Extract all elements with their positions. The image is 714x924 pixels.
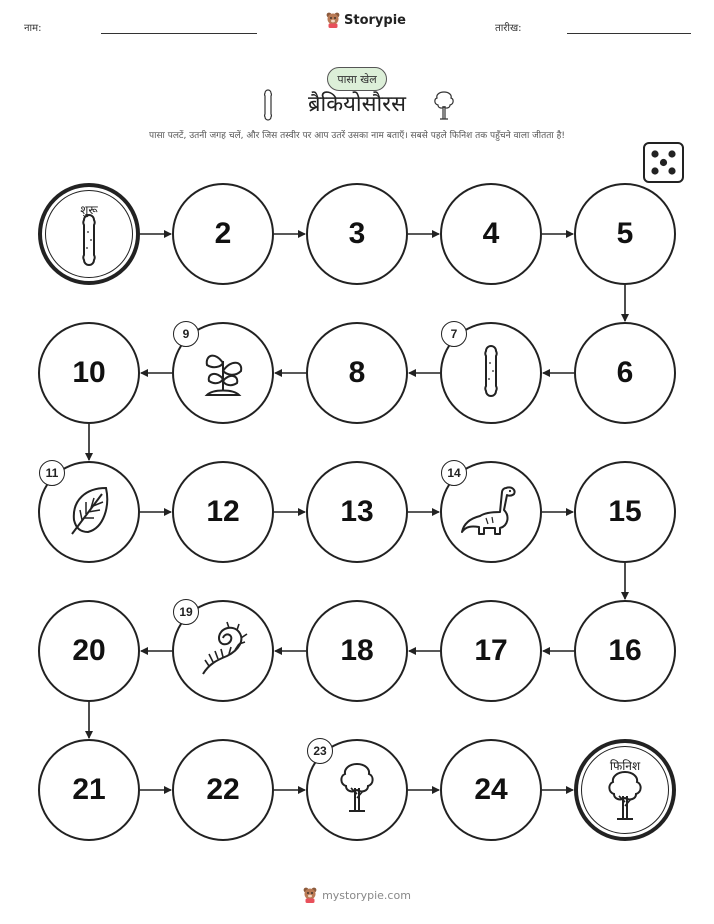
board-space-14[interactable] [440, 461, 542, 563]
board-space-15[interactable] [574, 461, 676, 563]
board-space-19[interactable] [172, 600, 274, 702]
board-space-3[interactable] [306, 183, 408, 285]
game-type-badge: पासा खेल [327, 67, 387, 91]
space-number: 4 [482, 217, 500, 250]
date-label: तारीख: [495, 23, 522, 34]
finish-space[interactable] [574, 739, 676, 841]
board-space-22[interactable] [172, 739, 274, 841]
space-number: 21 [72, 773, 106, 806]
space-number: 8 [348, 356, 366, 389]
space-number: 6 [616, 356, 634, 389]
board-space-23[interactable] [306, 739, 408, 841]
board-space-9[interactable] [172, 322, 274, 424]
start-label: शुरू [80, 203, 98, 217]
name-label: नाम: [24, 23, 42, 34]
board-space-12[interactable] [172, 461, 274, 563]
board-space-4[interactable] [440, 183, 542, 285]
footer [0, 887, 714, 903]
fern-icon [193, 620, 253, 682]
space-number-badge: 7 [441, 321, 467, 347]
board-space-8[interactable] [306, 322, 408, 424]
board-space-5[interactable] [574, 183, 676, 285]
dinosaur-icon [460, 482, 522, 542]
board-space-24[interactable] [440, 739, 542, 841]
brand-name: Storypie [344, 12, 406, 28]
instructions: पासा पलटें, उतनी जगह चलें, और जिस तस्वीर पर आप उतरें उसका नाम बताएँ। सबसे पहले फिनिश तक पहुँचने वाला जीतता है! [149, 131, 565, 141]
board-space-7[interactable] [440, 322, 542, 424]
board-space-17[interactable] [440, 600, 542, 702]
start-space[interactable] [38, 183, 140, 285]
space-number: 22 [206, 773, 240, 806]
space-number: 20 [72, 634, 106, 667]
space-number: 24 [474, 773, 508, 806]
page-title: ब्रैकियोसौरस [307, 92, 407, 117]
bone-icon [478, 343, 504, 403]
board-space-10[interactable] [38, 322, 140, 424]
space-number-badge: 19 [173, 599, 199, 625]
space-number: 2 [214, 217, 232, 250]
space-number-badge: 14 [441, 460, 467, 486]
board-space-6[interactable] [574, 322, 676, 424]
space-number: 17 [474, 634, 508, 667]
board-space-18[interactable] [306, 600, 408, 702]
plant-icon [193, 341, 253, 405]
board-space-2[interactable] [172, 183, 274, 285]
space-number: 13 [340, 495, 374, 528]
tree-icon [335, 760, 379, 820]
space-number: 18 [340, 634, 374, 667]
space-number-badge: 23 [307, 738, 333, 764]
space-number: 12 [206, 495, 240, 528]
board-space-16[interactable] [574, 600, 676, 702]
leaf-icon [66, 484, 112, 540]
space-number: 16 [608, 634, 642, 667]
board-space-13[interactable] [306, 461, 408, 563]
bone-icon [76, 212, 102, 272]
finish-label: फिनिश [609, 759, 641, 773]
space-number: 3 [348, 217, 366, 250]
space-number: 5 [616, 217, 634, 250]
board-space-11[interactable] [38, 461, 140, 563]
board-space-21[interactable] [38, 739, 140, 841]
footer-bear-icon [303, 887, 317, 903]
footer-url: mystorypie.com [322, 888, 411, 902]
space-number-badge: 9 [173, 321, 199, 347]
space-number: 15 [608, 495, 642, 528]
space-number-badge: 11 [39, 460, 65, 486]
space-number: 10 [72, 356, 106, 389]
tree-icon [603, 768, 647, 828]
board-space-20[interactable] [38, 600, 140, 702]
